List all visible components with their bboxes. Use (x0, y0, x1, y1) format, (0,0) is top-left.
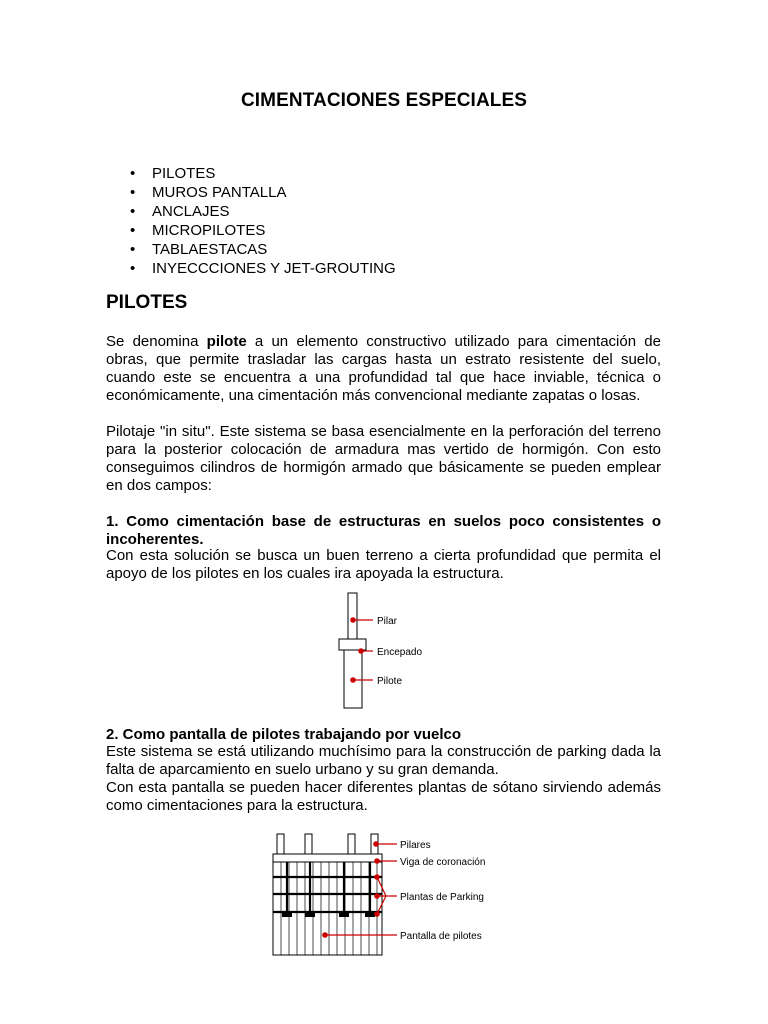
list-item: • TABLAESTACAS (130, 240, 396, 259)
list-item: • INYECCCIONES Y JET-GROUTING (130, 259, 396, 278)
section-heading: PILOTES (106, 292, 188, 313)
document-title: CIMENTACIONES ESPECIALES (240, 90, 528, 111)
list-item: • PILOTES (130, 164, 396, 183)
label-pilote: Pilote (377, 676, 403, 687)
list-item: • MICROPILOTES (130, 221, 396, 240)
label-plantas: Plantas de Parking (400, 892, 484, 903)
paragraph-sub1: Con esta solución se busca un buen terreno a cierta profundidad que permita el apoyo de los pilotes en los cuales ira apoyada la estructura. (106, 547, 661, 582)
paragraph-pilotaje: Pilotaje "in situ". Este sistema se basa esencialmente en la perforación del terreno para la posterior colocación de armadura mas vertido de hormigón. Con esto conseguimos cilindros de hormigón armado que básicamente se pueden emplear en dos campos: (106, 423, 661, 494)
label-viga: Viga de coronación (400, 857, 486, 868)
label-pilar: Pilar (377, 616, 398, 627)
paragraph-sub2-a: Este sistema se está utilizando muchísimo para la construcción de parking dada la falta de aparcamiento en suelo urbano y su gran demanda. (106, 743, 661, 778)
paragraph-sub2-b: Con esta pantalla se pueden hacer diferentes plantas de sótano sirviendo además como cimentaciones para la estructura. (106, 779, 661, 814)
label-encepado: Encepado (377, 647, 423, 658)
topics-list (130, 164, 396, 278)
list-item: • MUROS PANTALLA (130, 183, 396, 202)
paragraph-pilote-definition: Se denomina pilote a un elemento constructivo utilizado para cimentación de obras, que permite trasladar las cargas hasta un estrato resistente del suelo, cuando este se encuentra a una profundidad tal que hace inviable, técnica o económicamente, una cimentación más convencional mediante zapatas o losas. (106, 333, 661, 404)
label-pantalla: Pantalla de pilotes (400, 931, 482, 942)
subheading-2: 2. Como pantalla de pilotes trabajando por vuelco (106, 726, 462, 743)
list-item: • ANCLAJES (130, 202, 396, 221)
label-pilares: Pilares (400, 840, 431, 851)
bold-term: pilote (206, 333, 247, 350)
pile-diagram (330, 590, 450, 715)
pile-wall-diagram (270, 830, 500, 960)
subheading-1: 1. Como cimentación base de estructuras en suelos poco consistentes o incoherentes. (106, 513, 661, 548)
